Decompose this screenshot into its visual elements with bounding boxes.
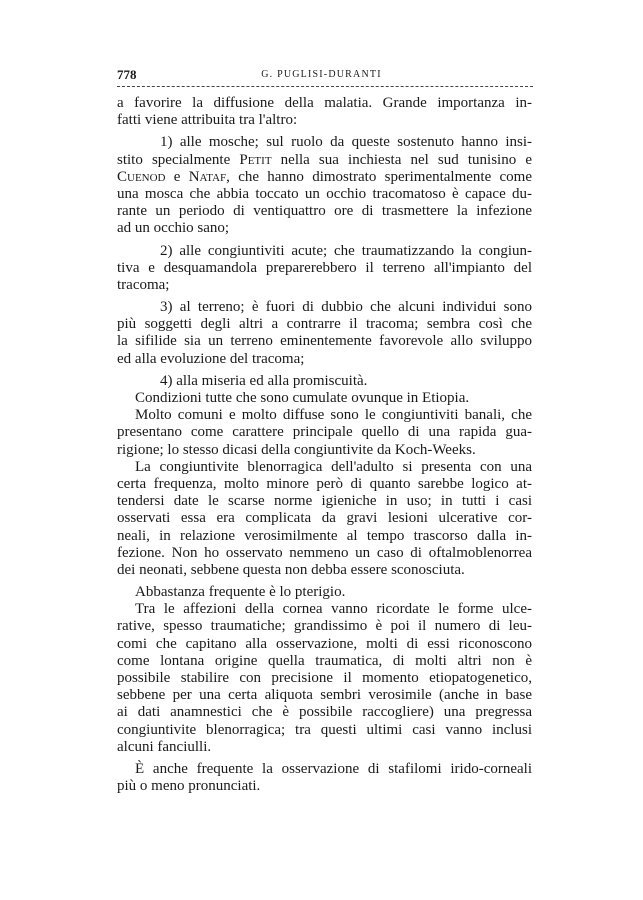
paragraph-start: Abbastanza frequente è lo pterigio. xyxy=(135,584,346,601)
text-line: comi che capitano alla osservazione, molti di essi riconoscono xyxy=(117,635,532,652)
text-line: congiuntivite blenorragica; tra questi ultimi casi vanno inclusi xyxy=(117,721,532,738)
text-span: nella sua inchiesta nel sud tunisino e xyxy=(271,151,532,168)
text-line: alcuni fanciulli. xyxy=(117,738,212,755)
page-body xyxy=(117,95,532,795)
text-line: dei neonati, sebbene questa non debba essere sconosciuta. xyxy=(117,561,465,578)
text-line xyxy=(117,169,532,186)
text-line: osservati essa era complicata da gravi lesioni ulcerative cor- xyxy=(117,510,532,527)
text-line: ai dati anamnestici che è possibile raccogliere) una pregressa xyxy=(117,704,532,721)
list-item-4: 4) alla miseria ed alla promiscuità. xyxy=(160,372,368,389)
list-item-3: 3) al terreno; è fuori di dubbio che alcuni individui sono xyxy=(160,299,532,316)
paragraph-start: Molto comuni e molto diffuse sono le congiuntiviti banali, che xyxy=(135,407,532,424)
text-line: sebbene per una certa aliquota sembri verosimile (anche in base xyxy=(117,687,532,704)
text-line: tracoma; xyxy=(117,276,170,293)
text-line: ed alla evoluzione del tracoma; xyxy=(117,350,305,367)
text-line: rative, spesso traumatiche; grandissimo è poi il numero di leu- xyxy=(117,618,532,635)
text-span: , che hanno dimostrato sperimentalmente come xyxy=(226,168,532,185)
author-name: Nataf xyxy=(188,168,227,185)
list-item-1: 1) alle mosche; sul ruolo da queste sostenuto hanno insi- xyxy=(160,134,532,151)
paragraph-start: La congiuntivite blenorragica dell'adulto si presenta con una xyxy=(135,458,532,475)
text-line: fezione. Non ho osservato nemmeno un caso di oftalmoblenorrea xyxy=(117,544,532,561)
text-line: certa frequenza, molto minore però di quanto sarebbe logico at- xyxy=(117,475,532,492)
text-line: ad un occhio sano; xyxy=(117,220,230,237)
text-line: come lontana origine quella traumatica, di molti altri non è xyxy=(117,652,532,669)
text-line: più o meno pronunciati. xyxy=(117,778,261,795)
text-span: e xyxy=(165,168,189,185)
text-line: fatti viene attribuita tra l'altro: xyxy=(117,112,298,129)
text-line: una mosca che abbia toccato un occhio tracomatoso è capace du- xyxy=(117,185,532,202)
text-span: stito specialmente xyxy=(117,151,240,168)
author-name: Cuenod xyxy=(117,168,166,185)
text-line: a favorire la diffusione della malatia. Grande importanza in- xyxy=(117,95,532,111)
page-number: 778 xyxy=(117,67,137,82)
header-rule xyxy=(117,86,533,87)
list-item-2: 2) alle congiuntiviti acute; che traumatizzando la congiun- xyxy=(160,242,532,259)
paragraph-start: È anche frequente la osservazione di stafilomi irido-corneali xyxy=(135,760,532,777)
text-line: più soggetti degli altri a contrarre il tracoma; sembra così che xyxy=(117,316,532,333)
text-line: rigione; lo stesso dicasi della congiuntivite da Koch-Weeks. xyxy=(117,441,476,458)
paragraph-start: Tra le affezioni della cornea vanno ricordate le forme ulce- xyxy=(135,601,532,618)
running-title: G. PUGLISI-DURANTI xyxy=(261,69,382,80)
text-line: rante un periodo di ventiquattro ore di trasmettere la infezione xyxy=(117,203,532,220)
author-name: Petit xyxy=(239,151,272,168)
text-line: la sifilide sia un terreno eminentemente favorevole allo sviluppo xyxy=(117,333,532,350)
text-line xyxy=(117,152,532,169)
paragraph-start: Condizioni tutte che sono cumulate ovunque in Etiopia. xyxy=(135,390,470,406)
text-line: presentano come carattere principale quello di una rapida gua- xyxy=(117,424,532,441)
text-line: tendersi date le scarse norme igieniche in uso; in tutti i casi xyxy=(117,493,532,510)
text-line: tiva e desquamandola preparerebbero il terreno all'impianto del xyxy=(117,259,532,276)
text-line: neali, in relazione verosimilmente al tempo trascorso dalla in- xyxy=(117,527,532,544)
text-line: possibile stabilire con precisione il momento etiopatogenetico, xyxy=(117,670,532,686)
